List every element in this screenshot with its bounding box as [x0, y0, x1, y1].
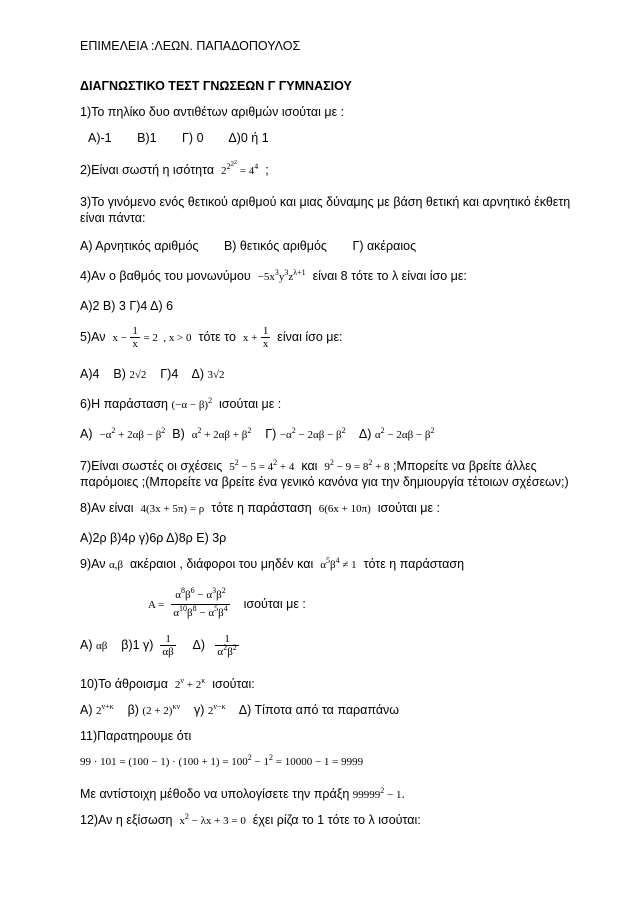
q2-equation: $2^{222} = 4^4$	[221, 160, 259, 177]
q4-monomial: $-5x^3y^3z^{\lambda+1}$	[257, 268, 306, 283]
question-3-line2: είναι πάντα:	[80, 211, 146, 225]
question-3-line1: 3)Το γινόμενο ενός θετικού αριθμού και μιας δύναμης με βάση θετική και αρνητικό έκθετη	[80, 195, 571, 209]
question-5-options: Α)4 Β) 2√2 Γ)4 Δ) 3√2	[80, 367, 225, 381]
q1-option-d: Δ)0 ή 1	[228, 131, 269, 145]
question-2: 2)Είναι σωστή η ισότητα $2^{222} = 4^4$ ;	[80, 160, 269, 177]
question-3-options: Α) Αρνητικός αριθμός Β) θετικός αριθμός Γ) ακέραιος	[80, 239, 417, 253]
question-10-options: Α) $2^{\nu+\kappa}$ β) $(2 + 2)^{\kappa\nu}$ γ) $2^{\nu-\kappa}$ Δ) Τίποτα από τα παραπάνω	[80, 702, 400, 717]
q1-option-b: Β)1	[137, 131, 157, 145]
q1-option-a: Α)-1	[88, 131, 112, 145]
question-4: 4)Αν ο βαθμός του $\mu o\nu\omega\nu ύ\mu o\upsilon -5x^3y^3z^{\lambda+1}$ είναι 8 τότε το λ είναι ίσο με:	[80, 268, 467, 283]
question-6: 6)Η παράσταση $(-\alpha - \beta)^2$ ισούται με :	[80, 396, 282, 411]
q1-option-c: Γ) 0	[182, 131, 204, 145]
question-10: 10)Το άθροισμα $2^\nu + 2^\kappa$ ισούται:	[80, 676, 255, 691]
question-1: 1)Το πηλίκο δυο αντιθέτων αριθμών ισούται με :	[80, 105, 345, 119]
question-7-line1: 7)Είναι σωστές οι σχέσεις $5^2 - 5 = 4^2 + 4$ και $9^2 - 9 = 8^2 + 8$ ;Μπορείτε να βρείτε άλλες	[80, 458, 537, 473]
question-9: 9)Αν α,β ακέραιοι , διάφοροι του μηδέν και $\alpha^5\beta^4 \ne 1$ τότε η παράσταση	[80, 556, 465, 571]
question-7-line2: παρόμοιες ;(Μπορείτε να βρείτε ένα γενικό κανόνα για την δημιουργία τέτοιων σχέσεων;)	[80, 475, 569, 489]
question-8: 8)Αν είναι 4(3x + 5π) = ρ τότε η παράσταση 6(6x + 10π) ισούται με :	[80, 501, 441, 515]
question-4-options: Α)2 Β) 3 Γ)4 Δ) 6	[80, 299, 174, 313]
question-1-options	[88, 130, 598, 146]
question-8-options: Α)2ρ β)4ρ γ)6ρ Δ)8ρ Ε) 3ρ	[80, 531, 227, 545]
author-header: ΕΠΙΜΕΛΕΙΑ :ΛΕΩΝ. ΠΑΠΑΔΟΠΟΥΛΟΣ	[80, 39, 301, 53]
test-title: ΔΙΑΓΝΩΣΤΙΚΟ ΤΕΣΤ ΓΝΩΣΕΩΝ Γ ΓΥΜΝΑΣΙΟΥ	[80, 79, 352, 93]
question-9-expression: A = $\frac{\alpha^8\beta^6 - \alpha^3\beta^2}{\alpha^{10}\beta^8 - \alpha^5\beta^4}$ ισούται με :	[148, 586, 306, 620]
question-9-options: Α) αβ β)1 γ) $\frac{1}{\alpha\beta}$ Δ) $\frac{1}{\alpha^2\beta^2}$	[80, 632, 237, 659]
question-5: 5)Αν x − $\frac{1}{x}$ = 2 , x > 0 τότε το x + $\frac{1}{x}$ είναι ίσο με:	[80, 325, 343, 351]
question-11: 11)Παρατηρουμε ότι	[80, 729, 192, 743]
question-6-options: $A) -\alpha^2 + 2\alpha\beta - \beta^2$ Β) $\alpha^2 + 2\alpha\beta + \beta^2$ $\Gamma) -\alpha^2 - 2\alpha\beta - \beta^2$ Δ) $\alpha^2 - 2\alpha\beta - \beta^2$	[80, 426, 435, 441]
question-11-task: Με αντίστοιχη μέθοδο να υπολογίσετε την πράξη $99999^2 - 1$.	[80, 786, 405, 801]
question-11-identity: $99 \cdot 101 = (100 - 1) \cdot (100 + 1) = 100^2 - 1^2 = 10000 - 1 = 9999$	[80, 753, 364, 768]
question-12: 12)Αν η εξίσωση $x^2 - \lambda x + 3 = 0$ έχει ρίζα το 1 τότε το λ ισούται:	[80, 812, 421, 827]
